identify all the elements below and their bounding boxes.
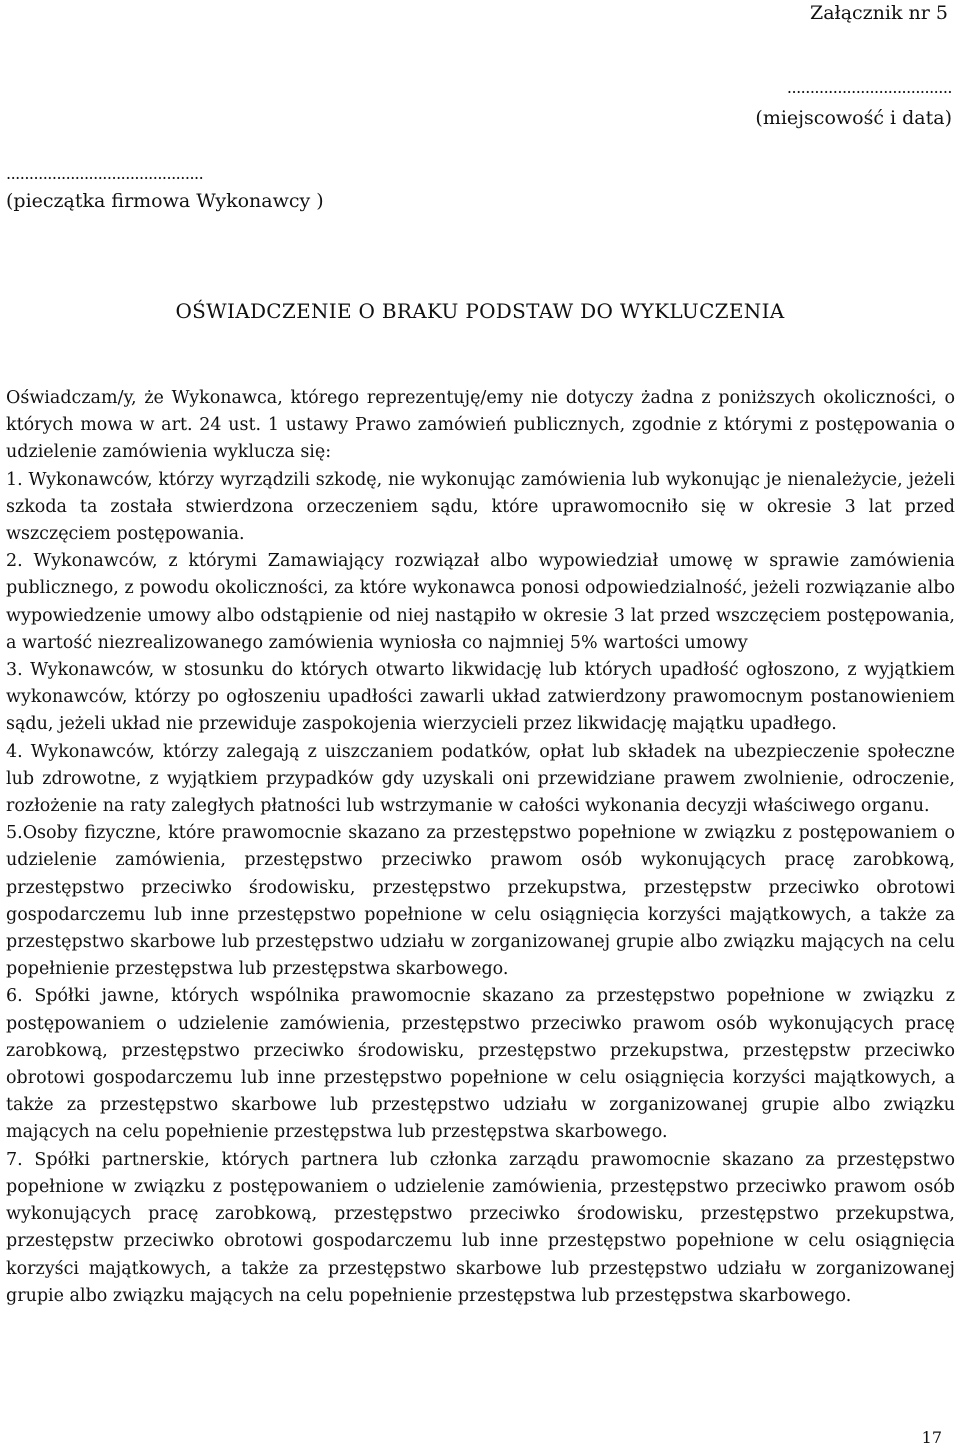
list-item-5: 5.Osoby fizyczne, które prawomocnie skazano za przestępstwo popełnione w związku z postępowaniem o udzielenie zamówienia, przestępstwo przeciwko prawom osób wykonujących pracę zarobkową, przestępstwo przeciwko środowisku, przestępstwo przekupstwa, przestępstw przeciwko obrotowi gospodarczemu lub inne przestępstwo popełnione w celu osiągnięcia korzyści majątkowych, a także za przestępstwo skarbowe lub przestępstwo udziału w zorganizowanej grupie albo związku mających na celu popełnienie przestępstwa lub przestępstwa skarbowego. — [6, 823, 955, 980]
intro-paragraph: Oświadczam/y, że Wykonawca, którego reprezentuję/emy nie dotyczy żadna z poniższych okoliczności, o których mowa w art. 24 ust. 1 ustawy Prawo zamówień publicznych, zgodnie z którymi z postępowania o udzielenie zamówienia wyklucza się: — [6, 388, 955, 463]
list-item-4: 4. Wykonawców, którzy zalegają z uiszczaniem podatków, opłat lub składek na ubezpieczenie społeczne lub zdrowotne, z wyjątkiem przypadków gdy uzyskali oni przewidziane prawem zwolnienie, odroczenie, rozłożenie na raty zaległych płatności lub wstrzymanie w całości wykonania decyzji właściwego organu. — [6, 741, 955, 817]
attachment-label: Załącznik nr 5 — [810, 2, 948, 24]
list-item-6: 6. Spółki jawne, których wspólnika prawomocnie skazano za przestępstwo popełnione w związku z postępowaniem o udzielenie zamówienia, przestępstwo przeciwko prawom osób wykonujących pracę zarobkową, przestępstwo przeciwko środowisku, przestępstwo przekupstwa, przestępstw przeciwko obrotowi gospodarczemu lub inne przestępstwo popełnione w celu osiągnięcia korzyści majątkowych, a także za przestępstwo skarbowe lub przestępstwo udziału w zorganizowanej grupie albo związku mających na celu popełnienie przestępstwa lub przestępstwa skarbowego. — [6, 986, 955, 1143]
place-date-dots: .................................... — [786, 78, 952, 97]
stamp-dots: ........................................... — [6, 164, 204, 183]
list-item-1: 1. Wykonawców, którzy wyrządzili szkodę, nie wykonując zamówienia lub wykonując je nienależycie, jeżeli szkoda ta została stwierdzona orzeczeniem sądu, które uprawomocniło się w okresie 3 lat przed wszczęciem postępowania. — [6, 469, 955, 545]
stamp-label: (pieczątka firmowa Wykonawcy ) — [6, 190, 324, 212]
list-item-7: 7. Spółki partnerskie, których partnera lub członka zarządu prawomocnie skazano za przestępstwo popełnione w związku z postępowaniem o udzielenie zamówienia, przestępstwo przeciwko prawom osób wykonujących pracę zarobkową, przestępstwo przeciwko środowisku, przestępstwo przekupstwa, przestępstw przeciwko obrotowi gospodarczemu lub inne przestępstwo popełnione w celu osiągnięcia korzyści majątkowych, a także za przestępstwo skarbowe lub przestępstwo udziału w zorganizowanej grupie albo związku mających na celu popełnienie przestępstwa lub przestępstwa skarbowego. — [6, 1149, 955, 1306]
place-date-label: (miejscowość i data) — [755, 107, 952, 129]
document-body — [6, 385, 955, 1310]
document-title: OŚWIADCZENIE O BRAKU PODSTAW DO WYKLUCZENIA — [175, 299, 785, 323]
list-item-2: 2. Wykonawców, z którymi Zamawiający rozwiązał albo wypowiedział umowę w sprawie zamówienia publicznego, z powodu okoliczności, za które wykonawca ponosi odpowiedzialność, jeżeli rozwiązanie albo wypowiedzenie umowy albo odstąpienie od niej nastąpiło w okresie 3 lat przed wszczęciem postępowania, a wartość niezrealizowanego zamówienia wyniosła co najmniej 5% wartości umowy — [6, 551, 955, 653]
page-number: 17 — [921, 1428, 942, 1447]
list-item-3: 3. Wykonawców, w stosunku do których otwarto likwidację lub których upadłość ogłoszono, z wyjątkiem wykonawców, którzy po ogłoszeniu upadłości zawarli układ zatwierdzony prawomocnym postanowieniem sądu, jeżeli układ nie przewiduje zaspokojenia wierzycieli przez likwidację majątku upadłego. — [6, 660, 955, 735]
